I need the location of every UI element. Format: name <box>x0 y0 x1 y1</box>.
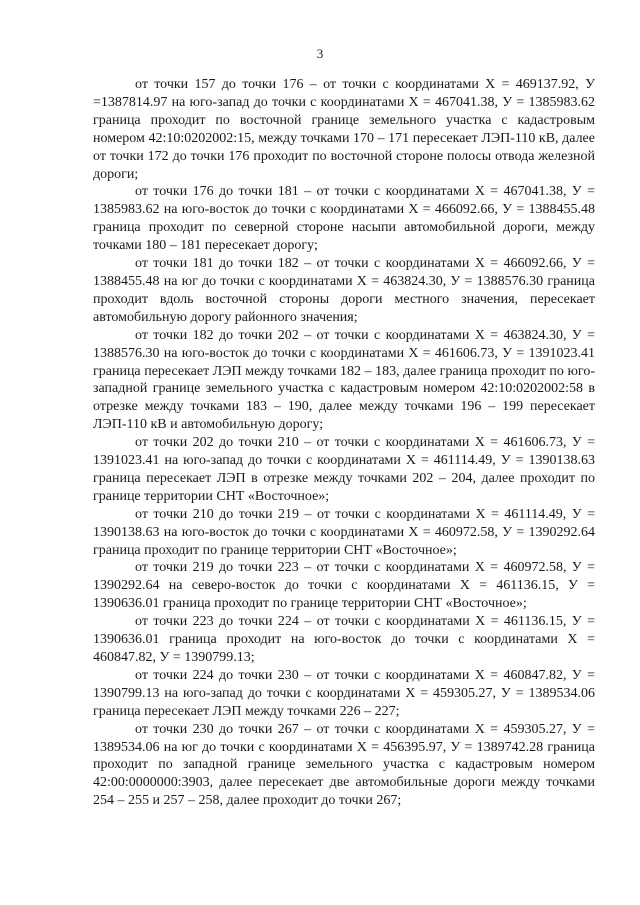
page-number: 3 <box>316 46 324 61</box>
paragraph-210-219: от точки 210 до точки 219 – от точки с координатами Х = 461114.49, У = 1390138.63 на юго-восток до точки с координатами Х = 460972.58, У = 1390292.64 граница проходит по границе территории СНТ «Восточное»; <box>93 506 595 558</box>
paragraph-223-224: от точки 223 до точки 224 – от точки с координатами Х = 461136.15, У = 1390636.01 граница проходит на юго-восток до точки с координатами Х = 460847.82, У = 1390799.13; <box>93 614 595 665</box>
paragraph-219-223: от точки 219 до точки 223 – от точки с координатами Х = 460972.58, У = 1390292.64 на северо-восток до точки с координатами Х = 461136.15, У = 1390636.01 граница проходит по границе территории СНТ «Восточное»; <box>93 560 595 612</box>
paragraph-182-202: от точки 182 до точки 202 – от точки с координатами Х = 463824.30, У = 1388576.30 на юго-восток до точки с координатами Х = 461606.73, У = 1391023.41 граница пересекает ЛЭП между точками 182 – 183, далее граница проходит по юго-западной границе земельного участка с кадастровым номером 42:10:0202002:58 в отрезке между точками 183 – 190, далее между точками 196 – 199 пересекает ЛЭП-110 кВ и автомобильную дорогу; <box>93 327 595 433</box>
document-body <box>93 76 595 810</box>
paragraph-181-182: от точки 181 до точки 182 – от точки с координатами Х = 466092.66, У = 1388455.48 на юг до точки с координатами Х = 463824.30, У = 1388576.30 граница проходит вдоль восточной стороны дороги местного значения, пересекает автомобильную дорогу районного значения; <box>93 256 595 325</box>
paragraph-176-181: от точки 176 до точки 181 – от точки с координатами Х = 467041.38, У = 1385983.62 на юго-восток до точки с координатами Х = 466092.66, У = 1388455.48 граница проходит по северной стороне насыпи автомобильной дороги, между точками 180 – 181 пересекает дорогу; <box>93 184 595 254</box>
paragraph-157-176: от точки 157 до точки 176 – от точки с координатами Х = 469137.92, У =1387814.97 на юго-запад до точки с координатами Х = 467041.38, У = 1385983.62 граница проходит по восточной границе земельного участка с кадастровым номером 42:10:0202002:15, между точками 170 – 171 пересекает ЛЭП-110 кВ, далее от точки 172 до точки 176 проходит по восточной стороне полосы отвода железной дороги; <box>93 77 595 182</box>
paragraph-230-267: от точки 230 до точки 267 – от точки с координатами Х = 459305.27, У = 1389534.06 на юг до точки с координатами Х = 456395.97, У = 1389742.28 граница проходит по западной границе земельного участка с кадастровым номером 42:00:0000000:3903, далее пересекает две автомобильные дороги между точками 254 – 255 и 257 – 258, далее проходит до точки 267; <box>93 721 595 809</box>
paragraph-202-210: от точки 202 до точки 210 – от точки с координатами Х = 461606.73, У = 1391023.41 на юго-запад до точки с координатами Х = 461114.49, У = 1390138.63 граница пересекает ЛЭП в отрезке между точками 202 – 204, далее проходит по границе территории СНТ «Восточное»; <box>93 435 595 504</box>
paragraph-224-230: от точки 224 до точки 230 – от точки с координатами Х = 460847.82, У = 1390799.13 на юго-запад до точки с координатами Х = 459305.27, У = 1389534.06 граница пересекает ЛЭП между точками 226 – 227; <box>93 667 595 719</box>
